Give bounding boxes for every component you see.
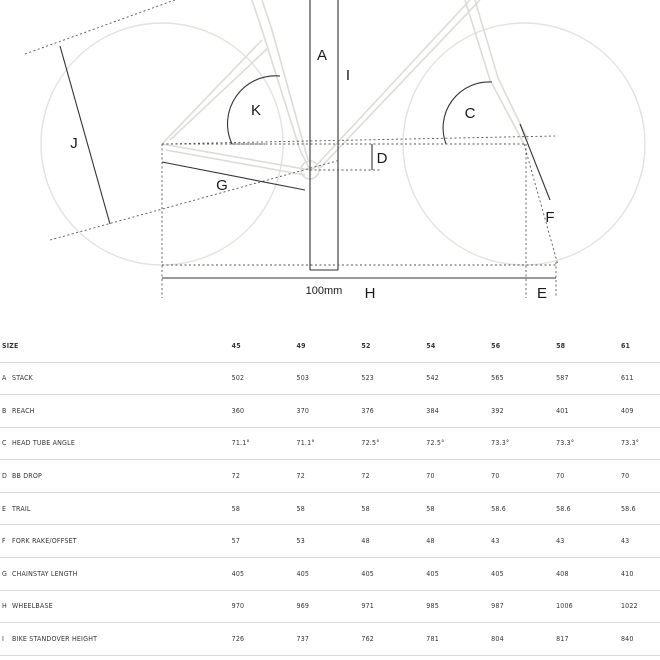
value-cell: 72 [296, 472, 305, 481]
value-cell: 1022 [620, 602, 638, 611]
value-cell: 376 [361, 406, 375, 415]
size-cell: 56 [491, 341, 501, 350]
value-cell: 781 [426, 635, 439, 644]
label-d: D [376, 150, 388, 167]
geometry-table-body [0, 330, 660, 655]
value-cell: 762 [361, 635, 375, 644]
value-cell: 726 [231, 635, 245, 644]
row-label [0, 460, 232, 493]
table-row [0, 427, 660, 460]
value-cell: 71.1° [231, 439, 250, 448]
label-e: E [536, 285, 548, 302]
wheel-diameter-line [60, 46, 110, 224]
value-cell: 72.5° [361, 439, 380, 448]
row-name: CHAINSTAY LENGTH [12, 569, 78, 578]
geometry-table [0, 330, 660, 656]
value-cell: 503 [296, 374, 310, 383]
row-name: HEAD TUBE ANGLE [12, 439, 76, 448]
row-label [0, 525, 232, 558]
value-cell: 58 [361, 504, 370, 513]
label-h: H [364, 285, 376, 302]
value-cell: 502 [231, 374, 245, 383]
row-name: REACH [12, 406, 35, 415]
table-row [0, 525, 660, 558]
value-cell: 987 [491, 602, 504, 611]
value-cell: 53 [296, 537, 305, 546]
bike-frame [162, 0, 528, 179]
label-j: J [70, 135, 78, 152]
value-cell: 985 [426, 602, 439, 611]
value-cell: 405 [361, 569, 375, 578]
value-cell: 70 [620, 472, 630, 481]
reach-line [162, 136, 555, 144]
row-name: WHEELBASE [12, 602, 53, 611]
label-f: F [545, 209, 555, 226]
value-cell: 405 [231, 569, 245, 578]
size-cell: 49 [296, 341, 306, 350]
value-cell: 72 [361, 472, 370, 481]
label-a: A [316, 47, 328, 64]
value-cell: 71.1° [296, 439, 315, 448]
value-cell: 58.6 [620, 504, 636, 513]
label-c: C [464, 105, 476, 122]
value-cell: 410 [620, 569, 634, 578]
row-letter: B [2, 406, 7, 415]
value-cell: 405 [491, 569, 504, 578]
table-header-row [0, 330, 660, 362]
value-cell: 72 [231, 472, 241, 481]
value-cell: 43 [556, 537, 565, 546]
table-row [0, 623, 660, 656]
label-bb-offset: 100mm [305, 285, 343, 297]
value-cell: 48 [361, 537, 370, 546]
row-label [0, 623, 232, 656]
value-cell: 73.3° [620, 439, 640, 448]
value-cell: 73.3° [491, 439, 510, 448]
row-label [0, 558, 232, 591]
row-letter: F [2, 537, 6, 546]
value-cell: 971 [361, 602, 375, 611]
value-cell: 587 [556, 374, 569, 383]
value-cell: 565 [491, 374, 504, 383]
value-cell: 73.3° [556, 439, 575, 448]
chainstay-line [162, 162, 305, 190]
value-cell: 360 [231, 406, 245, 415]
row-letter: C [2, 439, 7, 448]
table-row [0, 460, 660, 493]
value-cell: 392 [491, 406, 504, 415]
row-label [0, 492, 232, 525]
value-cell: 817 [556, 635, 569, 644]
row-label [0, 590, 232, 623]
table-row [0, 362, 660, 395]
value-cell: 405 [296, 569, 310, 578]
value-cell: 1006 [556, 602, 573, 611]
row-label [0, 395, 232, 428]
value-cell: 70 [426, 472, 435, 481]
row-name: STACK [12, 374, 34, 383]
value-cell: 58.6 [556, 504, 571, 513]
value-cell: 57 [231, 537, 241, 546]
value-cell: 58 [231, 504, 241, 513]
label-g: G [216, 177, 228, 194]
value-cell: 58 [426, 504, 435, 513]
table-row [0, 395, 660, 428]
label-k: K [250, 102, 262, 119]
size-cell: 54 [426, 341, 436, 350]
value-cell: 523 [361, 374, 375, 383]
table-row [0, 590, 660, 623]
table-row [0, 492, 660, 525]
row-letter: H [2, 602, 7, 611]
value-cell: 408 [556, 569, 569, 578]
row-name: TRAIL [12, 504, 31, 513]
row-label [0, 362, 232, 395]
value-cell: 72.5° [426, 439, 445, 448]
table-row [0, 558, 660, 591]
size-cell: 61 [620, 341, 631, 350]
row-name: BIKE STANDOVER HEIGHT [12, 635, 98, 644]
value-cell: 840 [620, 635, 634, 644]
size-cell: 58 [556, 341, 566, 350]
label-i: I [345, 67, 351, 84]
row-letter: A [2, 374, 7, 383]
value-cell: 969 [296, 602, 310, 611]
value-cell: 70 [556, 472, 565, 481]
size-header: SIZE [2, 341, 19, 350]
size-cell: 45 [231, 341, 241, 350]
value-cell: 611 [620, 374, 634, 383]
value-cell: 48 [426, 537, 435, 546]
geometry-diagram [0, 0, 660, 320]
value-cell: 737 [296, 635, 310, 644]
row-letter: E [2, 504, 7, 513]
row-name: BB DROP [12, 472, 43, 481]
value-cell: 58 [296, 504, 305, 513]
row-letter: G [2, 569, 8, 578]
value-cell: 970 [231, 602, 245, 611]
value-cell: 804 [491, 635, 504, 644]
value-cell: 542 [426, 374, 439, 383]
size-cell: 52 [361, 341, 371, 350]
value-cell: 43 [620, 537, 630, 546]
value-cell: 70 [491, 472, 500, 481]
value-cell: 43 [491, 537, 500, 546]
value-cell: 409 [620, 406, 634, 415]
row-letter: D [2, 472, 8, 481]
value-cell: 401 [556, 406, 569, 415]
value-cell: 405 [426, 569, 439, 578]
row-label [0, 427, 232, 460]
row-name: FORK RAKE/OFFSET [12, 537, 77, 546]
value-cell: 384 [426, 406, 439, 415]
fork-rake-line [520, 124, 550, 200]
row-letter: I [2, 635, 5, 644]
value-cell: 370 [296, 406, 310, 415]
value-cell: 58.6 [491, 504, 506, 513]
